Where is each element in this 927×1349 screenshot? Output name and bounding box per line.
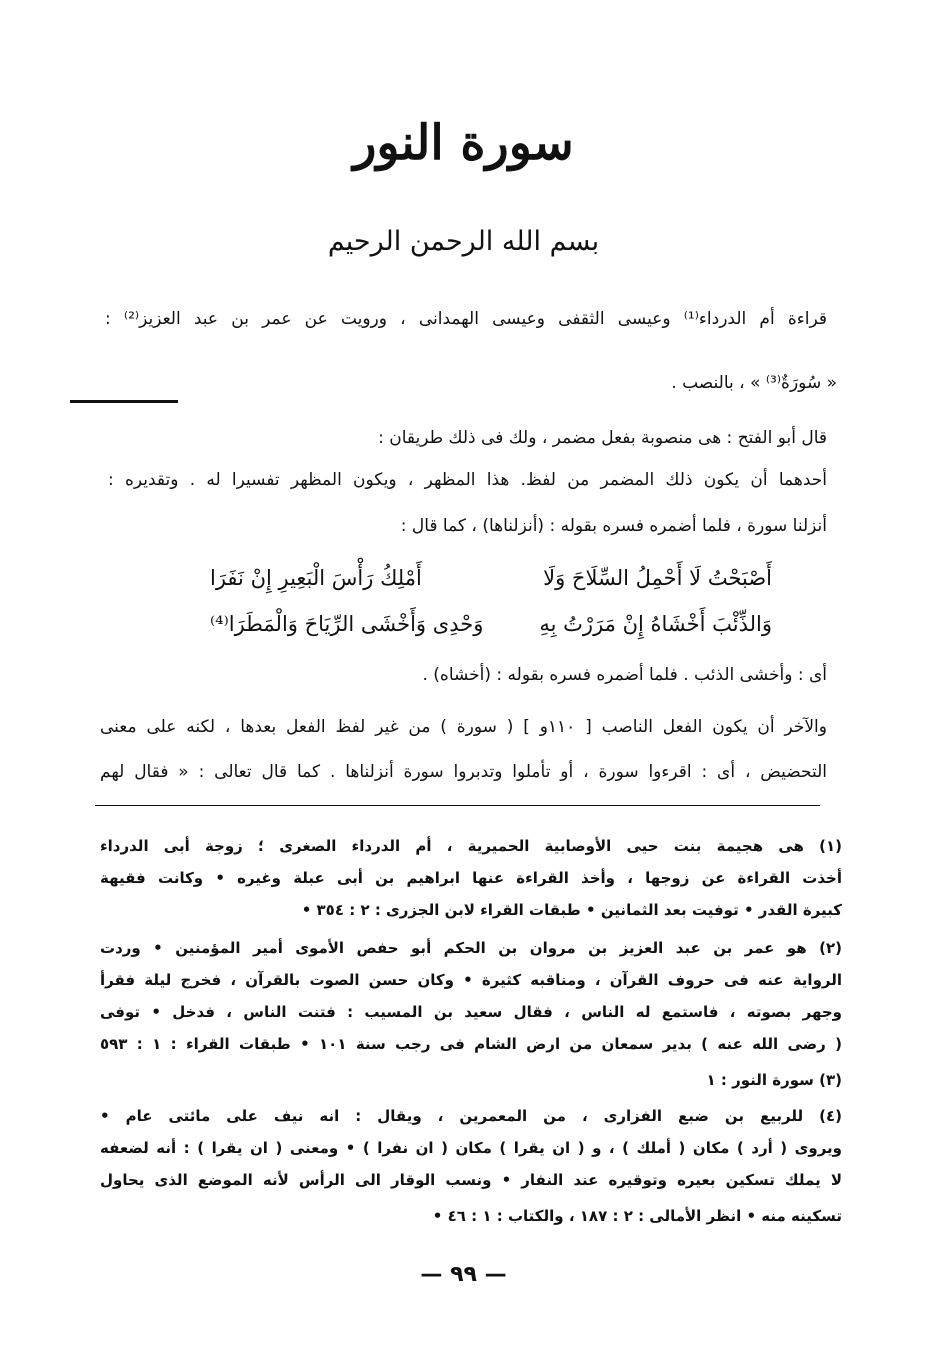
body-paragraph-4: أى : وأخشى الذئب . فلما أضمره فسره بقوله : (أخشاه) . bbox=[422, 665, 827, 685]
footnote-2-line-3: وجهر بصوته ، فاستمع له الناس ، فقال سعيد بن المسيب : فتنت الناس ، فدخل • توفى bbox=[100, 1003, 842, 1021]
verse-1-second-hemistich: أَمْلِكُ رَأْسَ الْبَعِيرِ إِنْ نَفَرَا bbox=[210, 566, 422, 590]
reading-line-1: قراءة أم الدرداء⁽¹⁾ وعيسى الثقفى وعيسى الهمدانى ، ورويت عن عمر بن عبد العزيز⁽²⁾ : bbox=[105, 309, 827, 329]
body-paragraph-6: التحضيض ، أى : اقرءوا سورة ، أو تأملوا وتدبروا سورة أنزلناها . كما قال تعالى : « فقال لهم bbox=[100, 762, 827, 782]
body-paragraph-2: أحدهما أن يكون ذلك المضمر من لفظ. هذا المظهر ، ويكون المظهر تفسيرا له . وتقديره : bbox=[108, 470, 827, 490]
surah-title: سورة النور bbox=[353, 115, 574, 171]
body-paragraph-5: والآخر أن يكون الفعل الناصب [ ١١٠و ] ( سورة ) من غير لفظ الفعل بعدها ، لكنه على معنى bbox=[100, 717, 827, 737]
footnote-1-line-2: أخذت القراءة عن زوجها ، وأخذ القراءة عنها ابراهيم بن أبى عبلة وغيره • وكانت فقيهة bbox=[100, 869, 842, 887]
page-number: — ٩٩ — bbox=[420, 1262, 507, 1287]
verse-1-first-hemistich: أَصْبَحْتُ لَا أَحْمِلُ السِّلَاحَ وَلَا bbox=[543, 566, 772, 590]
reading-underline bbox=[70, 400, 178, 403]
footnote-4-line-2: ويروى ( أرد ) مكان ( أملك ) ، و ( ان يقرا ) مكان ( ان نفرا ) • ومعنى ( ان يقرا ) : أنه لضعفه bbox=[100, 1139, 842, 1157]
verse-2-first-hemistich: وَالذِّئْبَ أَخْشَاهُ إِنْ مَرَرْتُ بِهِ bbox=[539, 612, 772, 636]
footnote-2-line-4: ( رضى الله عنه ) بدير سمعان من ارض الشام فى رجب سنة ١٠١ • طبقات القراء : ١ : ٥٩٣ bbox=[100, 1035, 842, 1053]
footnote-2-line-2: الرواية عنه فى حروف القرآن ، ومناقبه كثيرة • وكان حسن الصوت بالقرآن ، فخرج ليلة فقرأ bbox=[100, 971, 842, 989]
footnote-1-line-3: كبيرة القدر • توفيت بعد الثمانين • طبقات القراء لابن الجزرى : ٢ : ٣٥٤ • bbox=[301, 901, 842, 919]
body-paragraph-3: أنزلنا سورة ، فلما أضمره فسره بقوله : (أنزلناها) ، كما قال : bbox=[400, 516, 827, 536]
footnote-3: (٣) سورة النور : ١ bbox=[706, 1071, 842, 1089]
footnote-4-line-1: (٤) للربيع بن ضبع الفزارى ، من المعمرين ، ويقال : انه نيف على مائتى عام • bbox=[100, 1107, 842, 1125]
reading-line-2: « سُورَةٌ⁽³⁾ » ، بالنصب . bbox=[671, 373, 837, 393]
footnote-4-line-3: لا يملك تسكين بعيره وتوقيره عند النفار • ونسب الوقار الى الرأس لأنه الموضع الذى يحاول bbox=[100, 1171, 842, 1189]
footnote-2-line-1: (٢) هو عمر بن عبد العزيز بن مروان بن الحكم أبو حفص الأموى أمير المؤمنين • وردت bbox=[100, 939, 842, 957]
body-paragraph-1: قال أبو الفتح : هى منصوبة بفعل مضمر ، ولك فى ذلك طريقان : bbox=[378, 428, 827, 448]
footnote-4-line-4: تسكينه منه • انظر الأمالى : ٢ : ١٨٧ ، والكتاب : ١ : ٤٦ • bbox=[432, 1207, 842, 1225]
footnote-1-line-1: (١) هى هجيمة بنت حيى الأوصابية الحميرية ، أم الدرداء الصغرى ؛ زوجة أبى الدرداء bbox=[100, 837, 842, 855]
footnote-separator bbox=[95, 805, 820, 806]
verse-2-second-hemistich: وَحْدِى وَأَخْشَى الرِّيَاحَ وَالْمَطَرَا⁽⁴⁾ bbox=[210, 612, 484, 636]
basmala: بسم الله الرحمن الرحيم bbox=[327, 226, 600, 257]
